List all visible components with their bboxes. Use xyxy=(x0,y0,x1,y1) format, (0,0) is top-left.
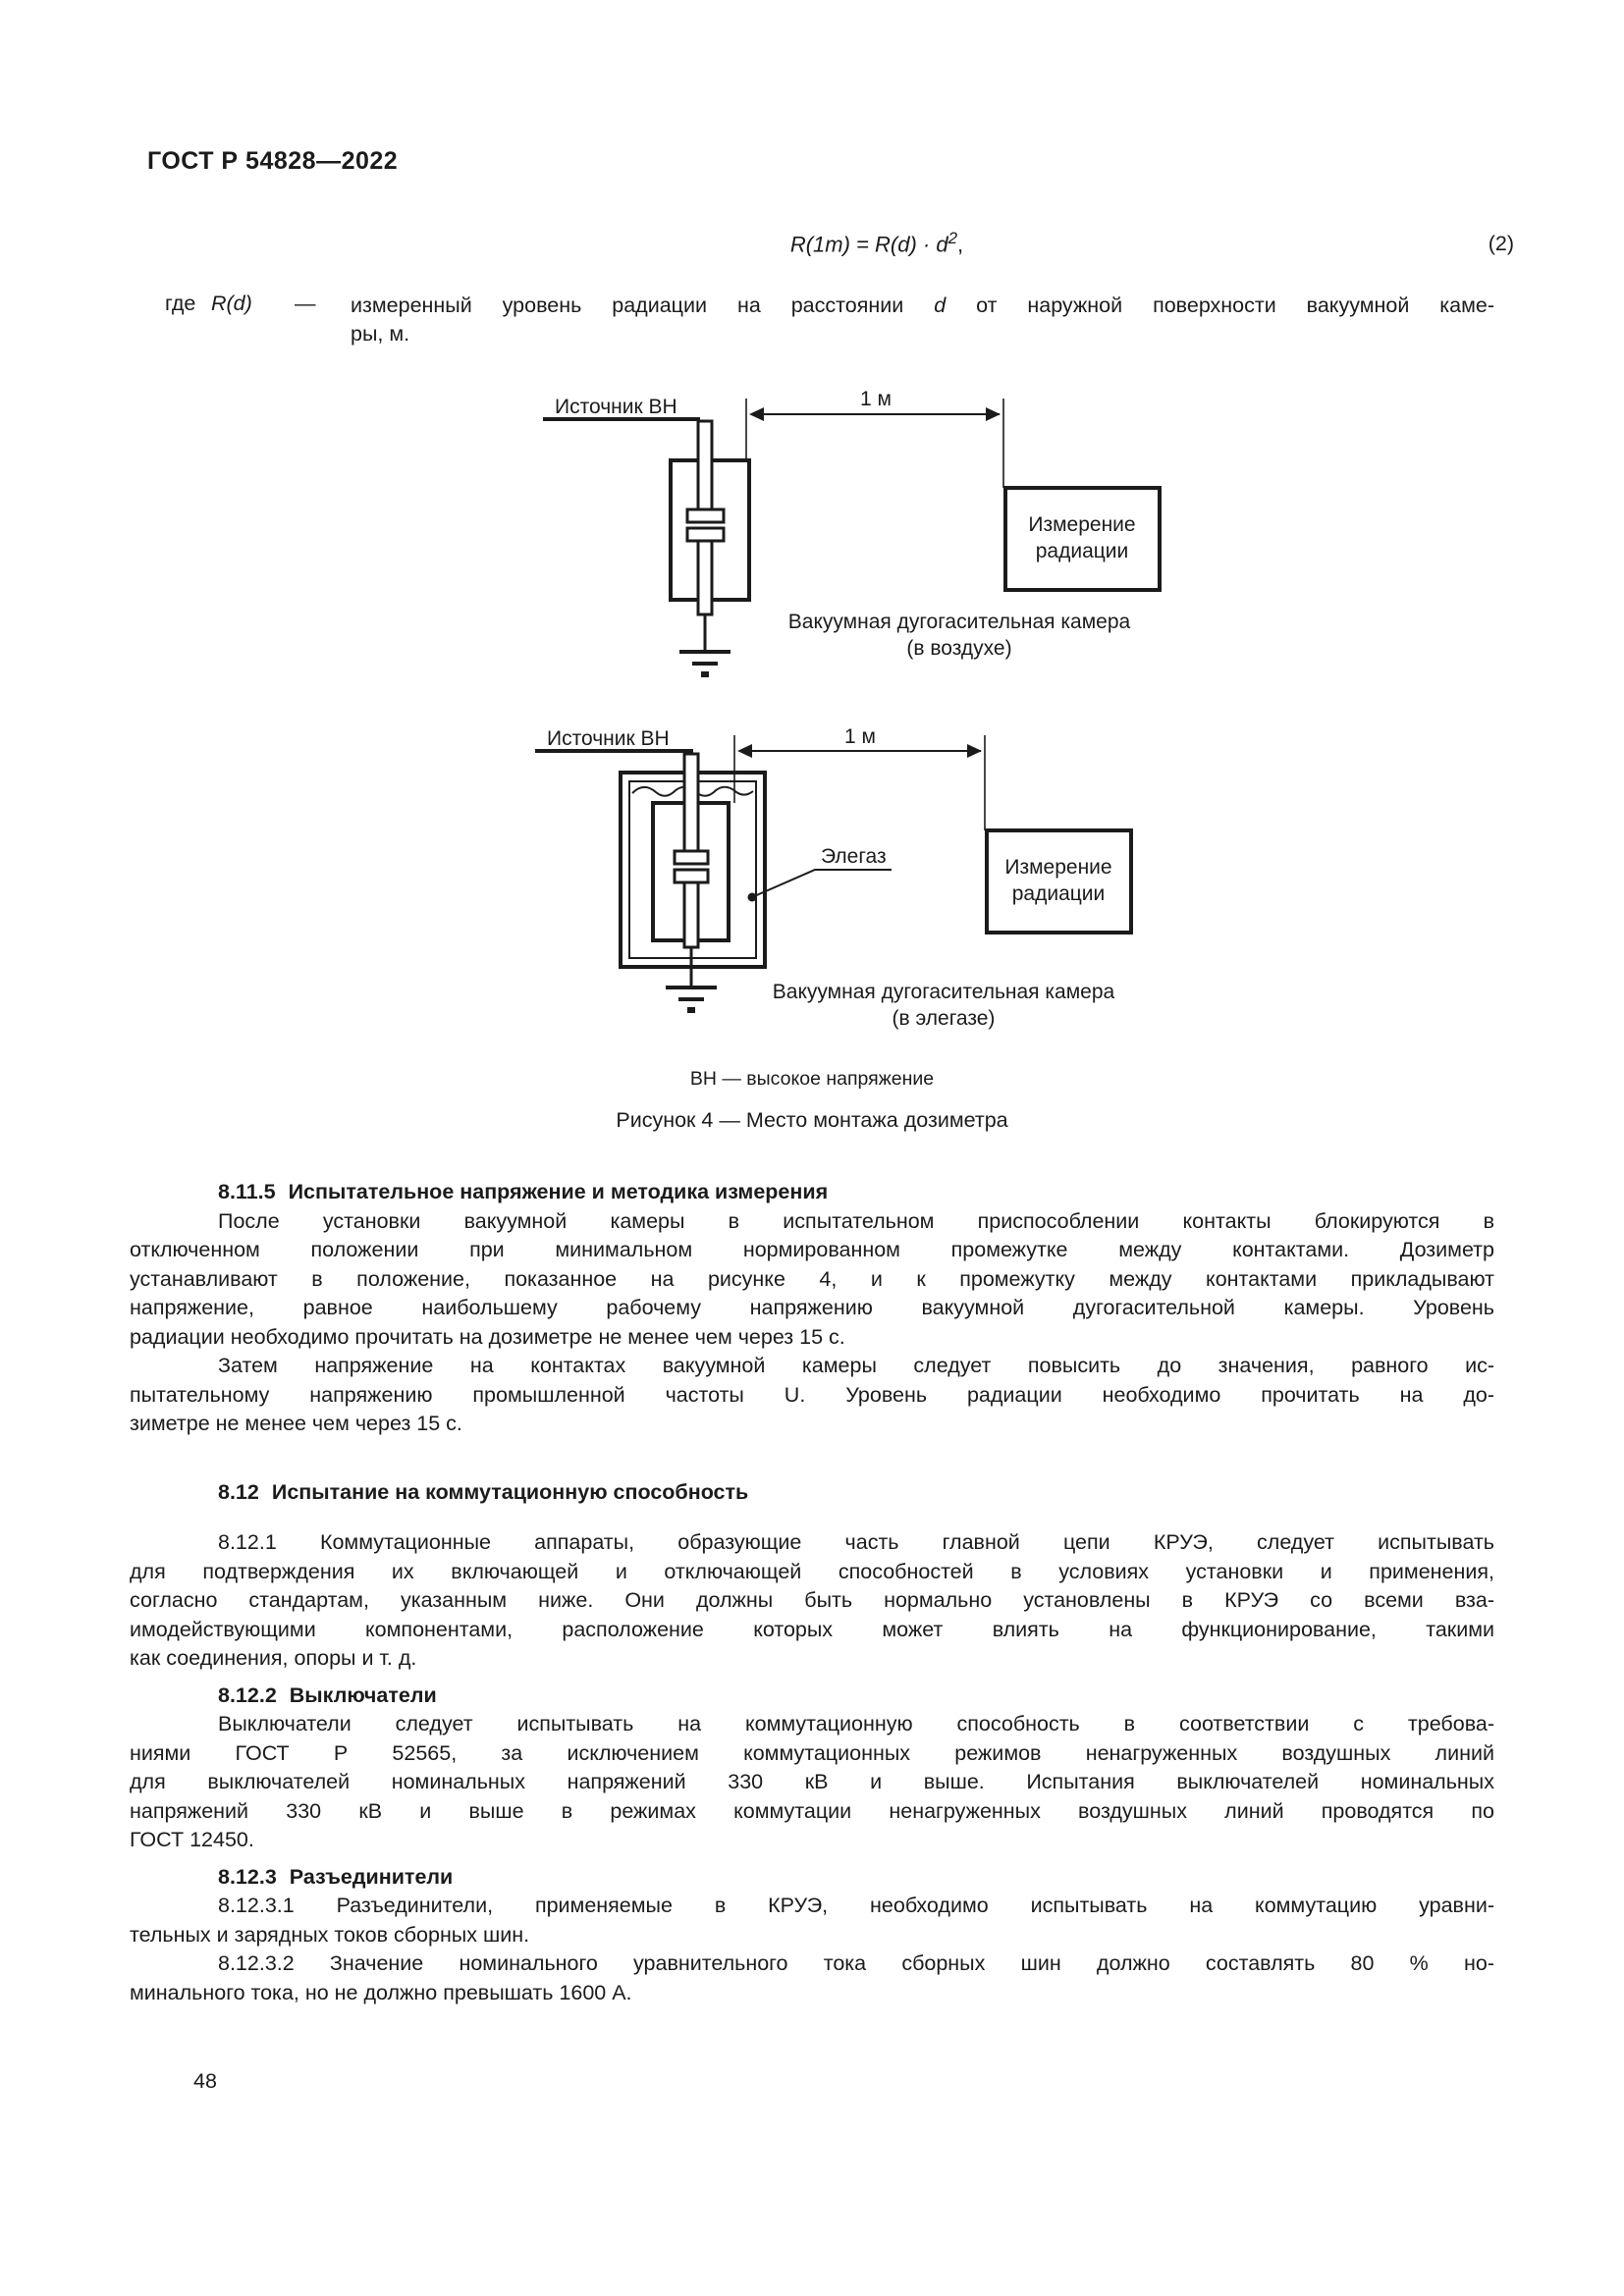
paragraph-line: ниями ГОСТ Р 52565, за исключением коммутационных режимов ненагруженных воздушных линий xyxy=(130,1740,1494,1765)
chamber-caption-line2-2: (в элегазе) xyxy=(892,1007,996,1030)
ground-icon xyxy=(679,652,731,674)
arrowhead-left-icon xyxy=(737,744,752,758)
chamber-caption-line2-1: (в воздухе) xyxy=(906,637,1012,660)
lower-contact-rod-2 xyxy=(684,877,698,947)
heading-8-12-3 xyxy=(130,1863,1494,1893)
paragraph-line: Затем напряжение на контактах вакуумной камеры следует повысить до значения, равного ис- xyxy=(218,1354,1494,1377)
paragraph-line: пытательному напряжению промышленной частоты U. Уровень радиации необходимо прочитать на до- xyxy=(130,1382,1494,1407)
upper-contact-rod-2 xyxy=(684,754,698,856)
meter-label-line1-1: Измерение xyxy=(1028,513,1136,536)
arrowhead-right-icon xyxy=(967,744,982,758)
variable-d: d xyxy=(934,294,947,317)
paragraph-line: согласно стандартам, указанным ниже. Они должны быть нормально установлены в КРУЭ со всеми вза- xyxy=(130,1588,1494,1612)
heading-8-12 xyxy=(130,1478,1494,1508)
paragraph-line: 8.12.3.2 Значение номинального уравнительного тока сборных шин должно составлять 80 % но- xyxy=(218,1951,1494,1975)
lower-contact-plate-1 xyxy=(687,528,724,541)
upper-contact-rod-1 xyxy=(698,421,712,514)
formula-comma: , xyxy=(957,232,964,257)
heading-8-12-2 xyxy=(130,1682,1494,1711)
paragraph-line: для выключателей номинальных напряжений 330 кВ и выше. Испытания выключателей номинальных xyxy=(130,1770,1494,1793)
meter-label-line2-1: радиации xyxy=(1035,540,1129,562)
chamber-caption-line1-1: Вакуумная дугогасительная камера xyxy=(787,611,1131,633)
formula-superscript: 2 xyxy=(947,229,958,247)
dimension-extension-lines-2 xyxy=(734,735,985,830)
main-text xyxy=(130,1178,1494,2007)
paragraph-line: 8.12.3.1 Разъединители, применяемые в КРУЭ, необходимо испытывать на коммутацию уравни- xyxy=(218,1894,1494,1917)
upper-contact-plate-1 xyxy=(687,509,724,522)
formula-expression: R(1m) = R(d) · d xyxy=(789,232,948,257)
heading-number: 8.12.3 xyxy=(218,1864,277,1889)
radiation-meter-box-1 xyxy=(1005,488,1160,590)
where-dash: — xyxy=(295,292,316,315)
paragraph-line: устанавливают в положение, показанное на рисунке 4, и к промежутку между контактами прикладывают xyxy=(130,1266,1494,1291)
paragraph-line: тельных и зарядных токов сборных шин. xyxy=(130,1922,530,1947)
figure-legend: ВН — высокое напряжение xyxy=(689,1068,935,1090)
heading-title: Выключатели xyxy=(289,1682,437,1707)
arrowhead-right-icon xyxy=(986,407,1001,421)
standard-number-header: ГОСТ Р 54828—2022 xyxy=(147,147,399,175)
arrowhead-left-icon xyxy=(749,407,764,421)
where-definition-line2: ры, м. xyxy=(351,321,410,346)
paragraph-line: После установки вакуумной камеры в испытательном приспособлении контакты блокируются в xyxy=(218,1208,1494,1233)
meter-label-line1-2: Измерение xyxy=(1004,856,1112,879)
heading-title: Испытательное напряжение и методика измерения xyxy=(288,1180,829,1203)
ground-icon xyxy=(666,988,717,1010)
heading-title: Разъединители xyxy=(289,1864,454,1889)
lower-contact-plate-2 xyxy=(675,870,708,882)
chamber-caption-line1-2: Вакуумная дугогасительная камера xyxy=(772,981,1115,1003)
paragraph-line: зиметре не менее чем через 15 с. xyxy=(130,1412,462,1435)
upper-contact-plate-2 xyxy=(675,851,708,864)
heading-number: 8.12 xyxy=(218,1479,259,1504)
diagram-air xyxy=(543,388,1160,674)
formula-number: (2) xyxy=(1488,232,1514,255)
paragraph-line: имодействующими компонентами, расположение которых может влиять на функционирование, такими xyxy=(130,1617,1494,1641)
paragraph-line: напряжений 330 кВ и выше в режимах коммутации ненагруженных воздушных линий проводятся по xyxy=(130,1798,1494,1823)
heading-title: Испытание на коммутационную способность xyxy=(271,1479,749,1504)
figure-caption: Рисунок 4 — Место монтажа дозиметра xyxy=(616,1108,1008,1132)
meter-label-line2-2: радиации xyxy=(1011,882,1106,905)
paragraph-line: для подтверждения их включающей и отключающей способностей в условиях установки и применения, xyxy=(130,1559,1494,1583)
paragraph-line: Выключатели следует испытывать на коммутационную способность в соответствии с требова- xyxy=(218,1712,1494,1735)
page-number: 48 xyxy=(193,2069,217,2093)
lower-contact-rod-1 xyxy=(698,534,712,614)
where-lead: где xyxy=(165,292,196,315)
dimension-label-2: 1 м xyxy=(844,725,876,748)
dimension-label-1: 1 м xyxy=(860,388,892,410)
paragraph-line: минального тока, но не должно превышать 1600 А. xyxy=(130,1980,632,2004)
paragraph-line: как соединения, опоры и т. д. xyxy=(130,1646,417,1670)
gas-leader-line xyxy=(752,870,892,897)
heading-number: 8.11.5 xyxy=(218,1180,276,1203)
paragraph-line: ГОСТ 12450. xyxy=(130,1828,254,1851)
heading-8-11-5 xyxy=(130,1178,1494,1207)
paragraph-line: напряжение, равное наибольшему рабочему напряжению вакуумной дугогасительной камеры. Уровень xyxy=(130,1296,1494,1319)
radiation-meter-box-2 xyxy=(987,830,1131,933)
paragraph-line: радиации необходимо прочитать на дозиметре не менее чем через 15 с. xyxy=(130,1324,845,1349)
paragraph-line: 8.12.1 Коммутационные аппараты, образующие часть главной цепи КРУЭ, следует испытывать xyxy=(218,1530,1494,1554)
paragraph-line: отключенном положении при минимальном нормированном промежутке между контактами. Дозиметр xyxy=(130,1238,1494,1261)
dimension-extension-lines-1 xyxy=(746,399,1003,488)
where-symbol: R(d) xyxy=(211,292,252,315)
where-definition-line1: измеренный уровень радиации на расстоянии d от наружной поверхности вакуумной каме- xyxy=(351,294,1494,317)
hv-source-label-1: Источник ВН xyxy=(555,396,677,418)
hv-source-label-2: Источник ВН xyxy=(547,727,670,750)
diagram-sf6 xyxy=(535,725,1131,1030)
gas-label: Элегаз xyxy=(821,845,887,868)
heading-number: 8.12.2 xyxy=(218,1682,277,1707)
